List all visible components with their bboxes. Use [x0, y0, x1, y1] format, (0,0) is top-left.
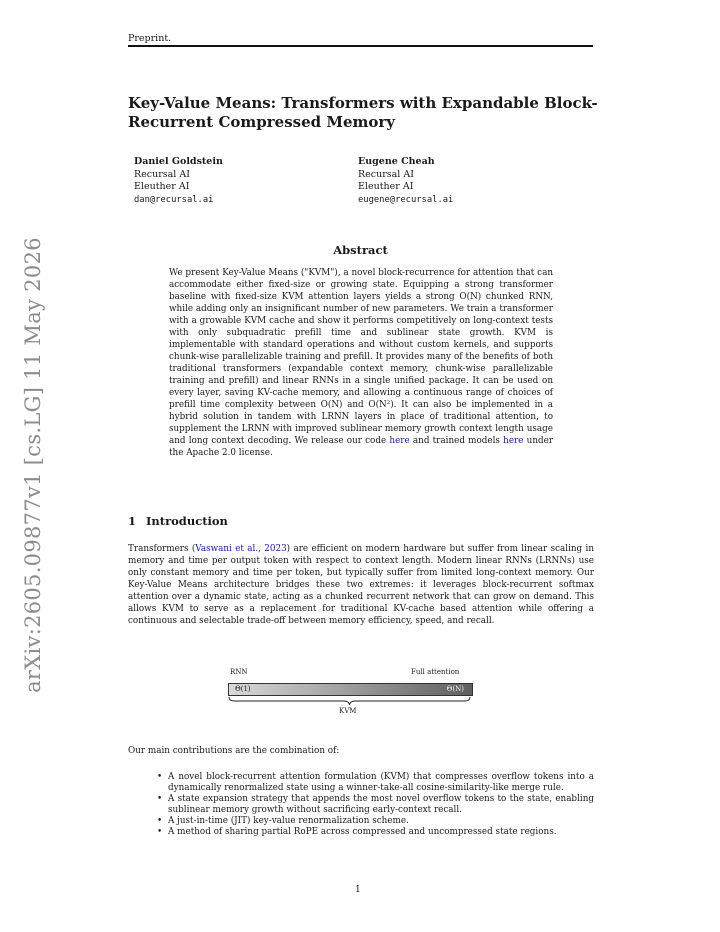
author-block-2: [358, 156, 453, 206]
constant-complexity-label: Θ(1): [235, 685, 251, 693]
arxiv-identifier: arXiv:2605.09877v1 [cs.LG] 11 May 2026: [21, 237, 45, 693]
full-attention-label: Full attention: [411, 668, 460, 676]
section-number: 1: [128, 514, 137, 528]
list-item: • A novel block-recurrent attention formulation (KVM) that compresses overflow tokens into a dynamically renormalized state using a winner-take-all cosine-similarity-like merge rule.: [157, 772, 594, 794]
author-affiliation: Eleuther AI: [134, 181, 190, 192]
contributions-list: [157, 772, 594, 838]
linear-complexity-label: Θ(N): [446, 685, 464, 693]
abstract-body-2: and trained models: [412, 436, 500, 446]
abstract-heading: Abstract: [333, 243, 388, 257]
kvm-label: KVM: [339, 707, 357, 715]
preprint-header: Preprint.: [128, 33, 172, 44]
list-item: • A just-in-time (JIT) key-value renormalization scheme.: [157, 816, 594, 827]
list-item: • A state expansion strategy that appends the most novel overflow tokens to the state, enabling sublinear memory growth without sacrificing early-context recall.: [157, 794, 594, 816]
abstract-text: [169, 267, 553, 459]
memory-spectrum-figure: [228, 668, 478, 720]
section-heading: [128, 514, 238, 528]
contributions-intro: Our main contributions are the combination of:: [128, 746, 340, 756]
author-name: Eugene Cheah: [358, 156, 435, 167]
page-number: 1: [355, 885, 361, 895]
paper-title: Key-Value Means: Transformers with Expandable Block-Recurrent Compressed Memory: [128, 94, 598, 131]
code-link[interactable]: here: [389, 436, 410, 446]
abstract-body: We present Key-Value Means ("KVM"), a novel block-recurrence for attention that can accommodate either fixed-size or growing state. Equipping a strong transformer baseline with fixed-size KVM attention layers yields a strong O(N) chunked RNN, while adding only an insignificant number of new parameters. We train a transformer with a growable KVM cache and show it performs competitively on long-context tests with only subquadratic prefill time and sublinear state growth. KVM is implementable with standard operations and without custom kernels, and supports chunk-wise parallelizable training and prefill. It provides many of the benefits of both traditional transformers (expandable context memory, chunk-wise parallelizable training and prefill) and linear RNNs in a single unified package. It can be used on every layer, saving KV-cache memory, and allowing a continuous range of choices of prefill time complexity between O(N) and O(N²). It can also be implemented in a hybrid solution in tandem with LRNN layers in place of traditional attention, to supplement the LRNN with improved sublinear memory growth context length usage and long context decoding. We release our code: [169, 268, 553, 446]
author-affiliation: Recursal AI: [358, 168, 414, 180]
abstract-body-3: under the Apache 2.0 license.: [169, 436, 554, 458]
spectrum-bar: [228, 683, 473, 696]
section-title: Introduction: [146, 514, 228, 528]
citation-link[interactable]: Vaswani et al., 2023: [195, 544, 287, 554]
intro-paragraph: [128, 543, 594, 627]
intro-text: Transformers (: [128, 544, 196, 554]
rnn-label: RNN: [230, 668, 248, 676]
author-email[interactable]: dan@recursal.ai: [134, 194, 214, 205]
intro-text-2: ) are efficient on modern hardware but suffer from linear scaling in memory and time per output token with respect to context length. Modern linear RNNs (LRNNs) use only constant memory and time per token, but typically suffer from limited long-context memory. Our Key-Value Means architecture bridges these two extremes: it leverages block-recurrent softmax attention over a dynamic state, acting as a chunked recurrent network that can grow on demand. This allows KVM to serve as a replacement for traditional KV-cache based attention while offering a continuous and selectable trade-off between memory efficiency, speed, and recall.: [128, 544, 594, 626]
brace-icon: [228, 697, 471, 705]
author-block-1: [134, 156, 223, 206]
list-item: • A method of sharing partial RoPE across compressed and uncompressed state regions.: [157, 827, 594, 838]
models-link[interactable]: here: [503, 436, 524, 446]
author-affiliation: Eleuther AI: [358, 181, 414, 192]
author-email[interactable]: eugene@recursal.ai: [358, 194, 454, 205]
author-affiliation: Recursal AI: [134, 168, 190, 180]
author-name: Daniel Goldstein: [134, 156, 223, 167]
header-rule: [128, 45, 593, 47]
